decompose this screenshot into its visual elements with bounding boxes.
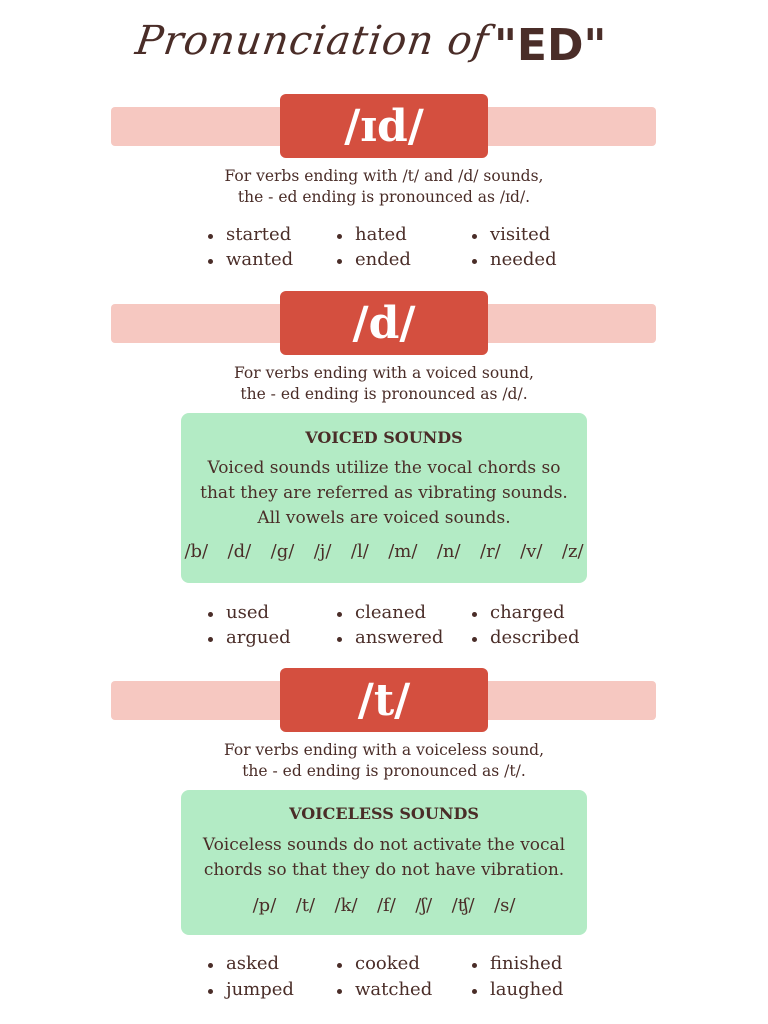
box-body-line: chords so that they do not have vibration.: [203, 860, 565, 880]
description-line: the - ed ending is pronounced as /ɪd/.: [237, 188, 531, 206]
list-item: hated: [355, 224, 407, 245]
list-item: cooked: [355, 953, 420, 974]
sound-symbols: /b/ /d/ /g/ /j/ /l/ /m/ /n/ /r/ /v/ /z/: [184, 541, 584, 562]
section-badge: /t/: [280, 668, 488, 732]
box-body-line: Voiceless sounds do not activate the vocal: [202, 835, 566, 855]
sound-symbols: /p/ /t/ /k/ /f/ /ʃ/ /ʧ/ /s/: [252, 895, 516, 916]
page-title: [0, 8, 768, 88]
list-item: described: [490, 627, 580, 648]
box-title: VOICED SOUNDS: [305, 428, 463, 447]
box-body-line: that they are referred as vibrating sounds.: [200, 483, 568, 503]
word-list: [0, 602, 768, 654]
list-item: answered: [355, 627, 444, 648]
list-item: argued: [226, 627, 291, 648]
list-item: started: [226, 224, 292, 245]
list-item: asked: [226, 953, 280, 974]
description-line: the - ed ending is pronounced as /t/.: [242, 762, 526, 780]
list-item: used: [226, 602, 270, 623]
voiceless-sounds-box: [181, 790, 587, 935]
box-body-line: Voiced sounds utilize the vocal chords so: [207, 458, 561, 478]
word-list: [0, 953, 768, 1005]
voiced-sounds-box: [181, 413, 587, 583]
list-item: jumped: [226, 979, 294, 1000]
word-list: [0, 224, 768, 276]
list-item: cleaned: [355, 602, 426, 623]
description-line: For verbs ending with /t/ and /d/ sounds,: [224, 167, 544, 185]
title-highlight-text: "ED": [494, 20, 607, 71]
section-badge: /d/: [280, 291, 488, 355]
description-line: the - ed ending is pronounced as /d/.: [240, 385, 528, 403]
section-badge: /ɪd/: [280, 94, 488, 158]
list-item: ended: [355, 249, 411, 270]
list-item: charged: [490, 602, 565, 623]
box-body: [181, 456, 587, 531]
list-item: watched: [355, 979, 433, 1000]
list-item: laughed: [490, 979, 564, 1000]
title-script-text: Pronunciation of: [132, 18, 492, 64]
description-line: For verbs ending with a voiceless sound,: [223, 741, 545, 759]
list-item: wanted: [226, 249, 294, 270]
section-description: [0, 740, 768, 782]
list-item: needed: [490, 249, 557, 270]
section-description: [0, 363, 768, 405]
list-item: visited: [490, 224, 551, 245]
description-line: For verbs ending with a voiced sound,: [234, 364, 534, 382]
box-title: VOICELESS SOUNDS: [289, 804, 479, 823]
section-description: [0, 166, 768, 208]
list-item: finished: [490, 953, 563, 974]
box-body-line: All vowels are voiced sounds.: [257, 508, 511, 528]
box-body: [181, 833, 587, 883]
